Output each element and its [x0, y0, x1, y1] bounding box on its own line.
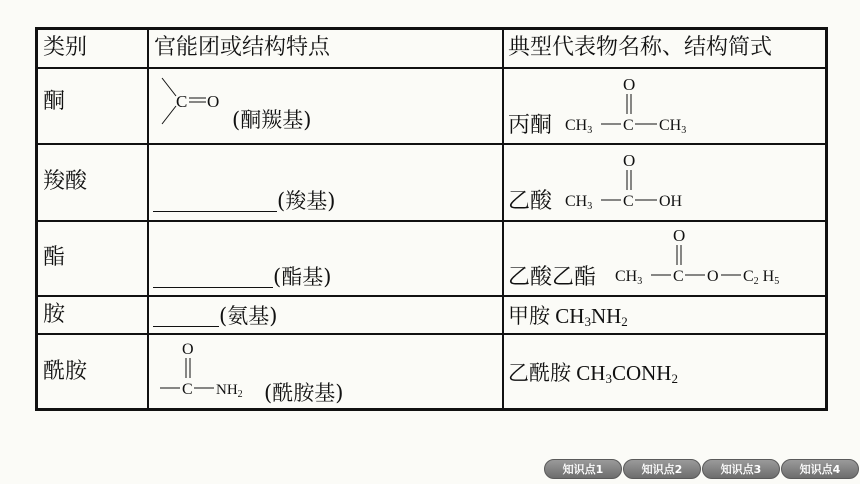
- svg-text:C: C: [182, 381, 193, 398]
- row-divider: [38, 333, 825, 335]
- svg-text:NH2: $NH_2$: [216, 382, 243, 400]
- nav-knowledge-4-button[interactable]: 知识点4: [781, 459, 859, 479]
- svg-text:C: C: [623, 117, 634, 134]
- group-name-amine: (氨基): [219, 304, 278, 328]
- example-name-ester: 乙酸乙酯: [508, 265, 597, 290]
- ketone-group-structure: [156, 74, 236, 134]
- knowledge-nav: [0, 459, 860, 481]
- answer-blank: [153, 326, 219, 327]
- row-divider: [38, 67, 825, 69]
- svg-text:O: O: [673, 226, 686, 245]
- nav-knowledge-2-button[interactable]: 知识点2: [623, 459, 701, 479]
- example-name-acid: 乙酸: [508, 189, 553, 214]
- svg-text:C: C: [623, 193, 634, 210]
- category-amide: 酰胺: [43, 359, 88, 384]
- amide-group-structure: [156, 337, 266, 402]
- svg-text:CH3: CH3: [565, 193, 593, 212]
- svg-text:O: O: [623, 75, 636, 94]
- category-amine: 胺: [43, 302, 66, 327]
- svg-text:C: C: [673, 268, 684, 285]
- header-category: 类别: [43, 35, 88, 60]
- col-divider: [147, 30, 149, 408]
- category-ester: 酯: [43, 245, 66, 270]
- svg-text:C2H5: C2 H5: [743, 268, 780, 287]
- group-name-ester: (酯基): [273, 265, 332, 289]
- row-divider: [38, 220, 825, 222]
- nav-knowledge-1-button[interactable]: 知识点1: [544, 459, 622, 479]
- header-group: 官能团或结构特点: [154, 35, 331, 60]
- acetone-structure: [565, 72, 705, 137]
- svg-text:O: O: [207, 92, 220, 111]
- nav-knowledge-3-button[interactable]: 知识点3: [702, 459, 780, 479]
- answer-blank: [153, 211, 277, 212]
- group-name-ketone: (酮羰基): [232, 108, 312, 132]
- example-name-amide: 乙酰胺: [508, 361, 571, 385]
- example-amine: 甲胺 $CH_3NH_2$: [508, 304, 628, 329]
- example-amide: 乙酰胺 $CH_3CONH_2$: [508, 361, 678, 386]
- svg-text:O: O: [182, 341, 194, 358]
- acetic-acid-structure: [565, 149, 705, 214]
- svg-text:O: O: [707, 268, 719, 285]
- svg-text:C: C: [176, 92, 188, 111]
- example-name-amine: 甲胺: [508, 304, 550, 328]
- svg-text:CH3: CH3: [659, 117, 687, 136]
- category-acid: 羧酸: [43, 169, 88, 194]
- example-name-ketone: 丙酮: [508, 113, 553, 138]
- answer-blank: [153, 287, 273, 288]
- svg-text:OH: OH: [659, 193, 683, 210]
- category-ketone: 酮: [43, 89, 66, 114]
- group-name-amide: (酰胺基): [264, 381, 344, 405]
- functional-group-table: [35, 27, 828, 411]
- svg-text:O: O: [623, 151, 636, 170]
- group-name-acid: (羧基): [277, 189, 336, 213]
- row-divider: [38, 143, 825, 145]
- svg-text:CH3: CH3: [565, 117, 593, 136]
- col-divider: [502, 30, 504, 408]
- row-divider: [38, 295, 825, 297]
- ethyl-acetate-structure: [613, 224, 813, 290]
- header-example: 典型代表物名称、结构简式: [508, 35, 773, 60]
- svg-text:CH3: CH3: [615, 268, 643, 287]
